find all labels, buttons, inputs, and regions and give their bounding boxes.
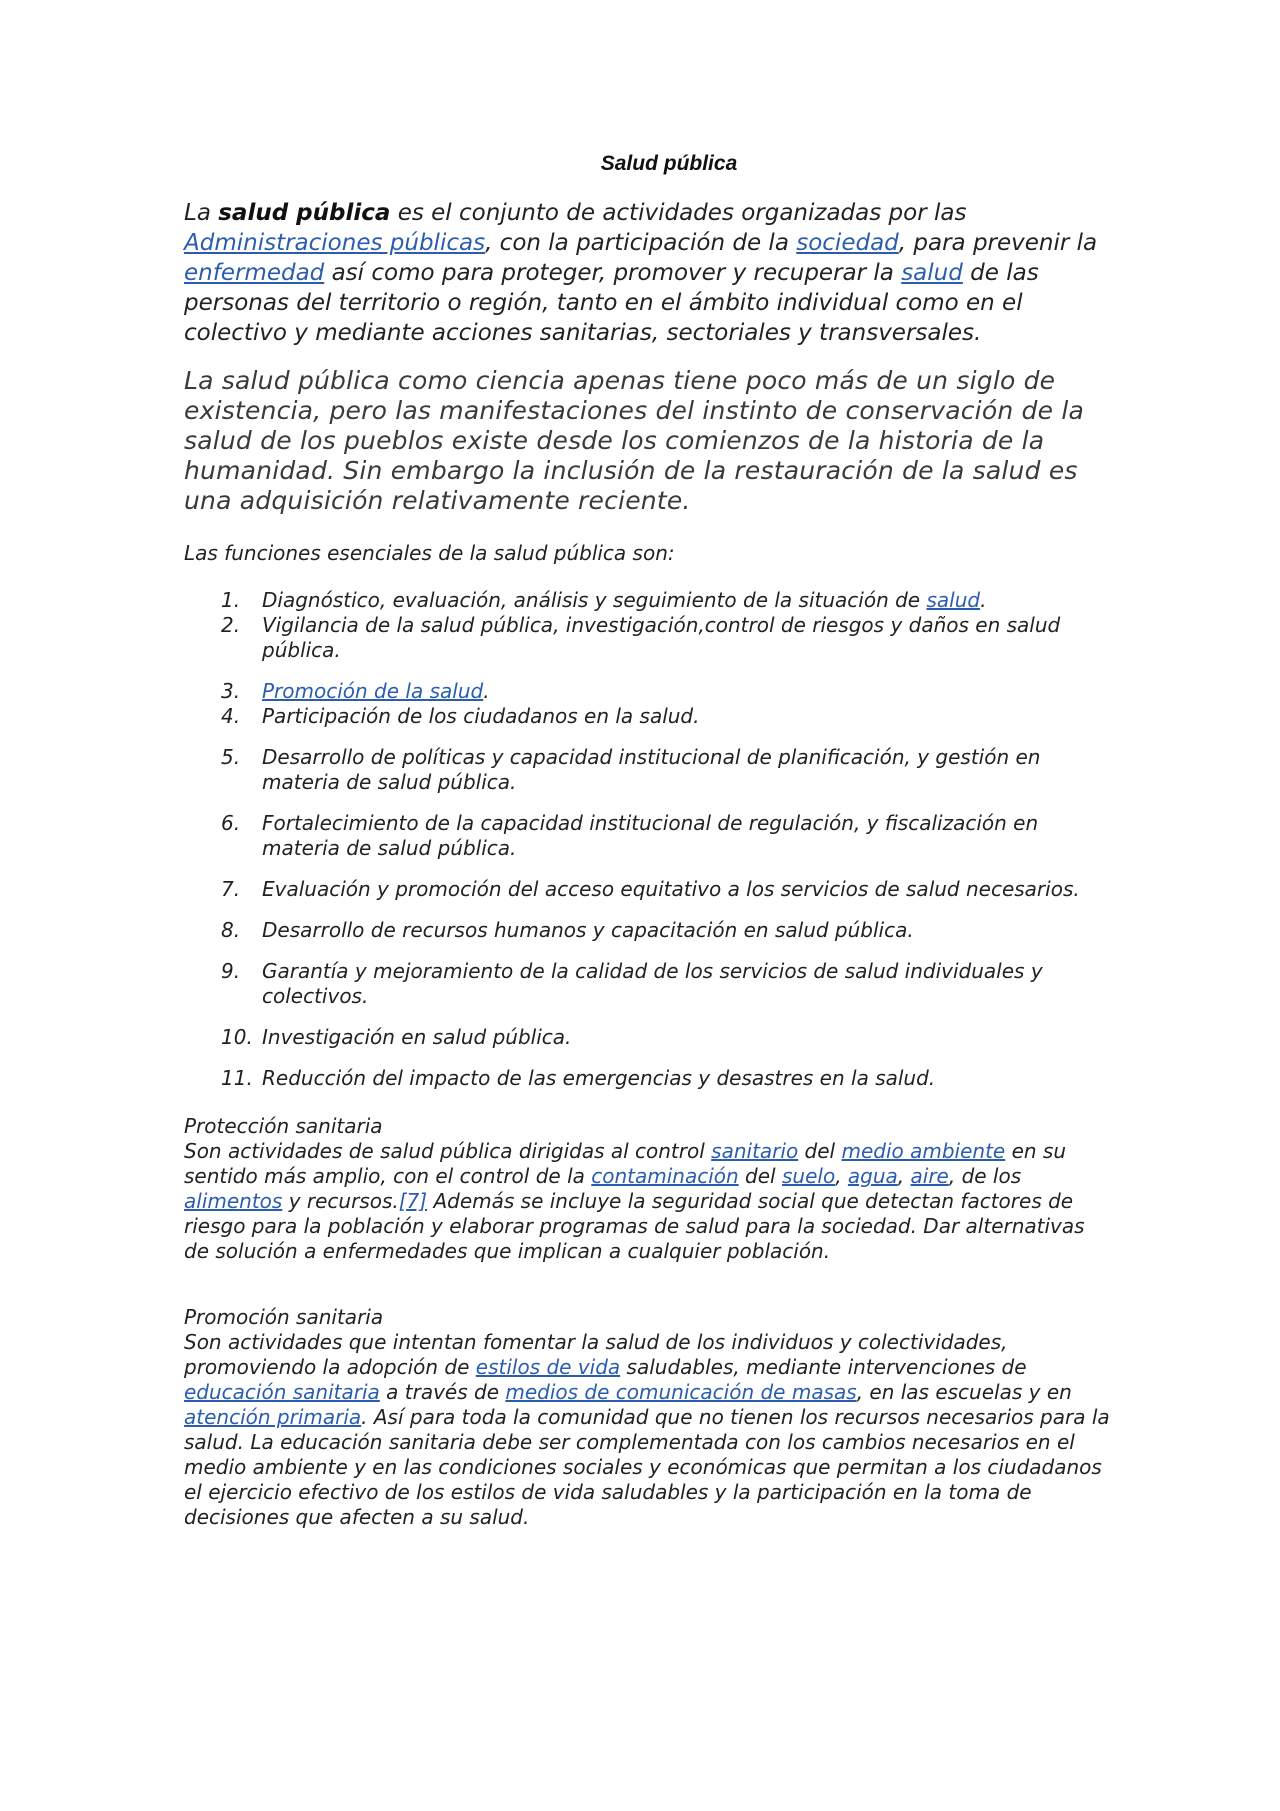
list-item-text: Diagnóstico, evaluación, análisis y seguimiento de la situación de	[262, 588, 927, 612]
link-agua[interactable]: agua	[847, 1164, 898, 1188]
intro-text: , con la participación de la	[485, 230, 797, 256]
list-item	[184, 1025, 1114, 1050]
list-item	[184, 1066, 1114, 1091]
promocion-sanitaria-section	[184, 1304, 1114, 1530]
list-number: 5.	[221, 745, 241, 769]
section-text: y recursos.	[282, 1189, 399, 1213]
intro-bold-term: salud pública	[218, 200, 391, 226]
list-item	[184, 704, 1114, 729]
list-item	[184, 588, 1114, 613]
list-number: 11.	[221, 1066, 253, 1090]
intro-paragraph	[184, 198, 1114, 348]
list-item-text: Desarrollo de políticas y capacidad institucional de planificación, y gestión en materia de salud pública.	[262, 745, 1041, 794]
list-item-text: Vigilancia de la salud pública, investigación,control de riesgos y daños en salud pública.	[262, 613, 1061, 662]
list-number: 7.	[221, 877, 241, 901]
list-number: 3.	[221, 679, 241, 703]
link-salud-function[interactable]: salud	[926, 588, 981, 612]
section-text: saludables, mediante intervenciones de	[620, 1355, 1027, 1379]
page-title: Salud pública	[600, 152, 738, 175]
section-text: del	[738, 1164, 782, 1188]
list-item	[184, 811, 1114, 861]
intro-text: es el conjunto de actividades organizadas por las	[390, 200, 967, 226]
link-educacion-sanitaria[interactable]: educación sanitaria	[184, 1380, 380, 1404]
list-number: 9.	[221, 959, 241, 983]
link-contaminacion[interactable]: contaminación	[591, 1164, 739, 1188]
link-salud[interactable]: salud	[901, 260, 963, 286]
section-text: en su sentido más amplio, con el control de la	[184, 1139, 1067, 1188]
link-promocion-de-la-salud[interactable]: Promoción de la salud	[262, 679, 484, 703]
section-text: ,	[897, 1164, 911, 1188]
list-item	[184, 918, 1114, 943]
link-administraciones-publicas[interactable]: Administraciones públicas	[184, 230, 486, 256]
document-page	[184, 152, 1114, 1570]
link-sanitario[interactable]: sanitario	[711, 1139, 799, 1163]
list-item	[184, 959, 1114, 1009]
link-aire[interactable]: aire	[910, 1164, 949, 1188]
list-item-text: Evaluación y promoción del acceso equitativo a los servicios de salud necesarios.	[262, 877, 1080, 901]
list-item	[184, 745, 1114, 795]
list-item-text: Participación de los ciudadanos en la salud.	[262, 704, 700, 728]
list-number: 10.	[221, 1025, 253, 1049]
link-alimentos[interactable]: alimentos	[184, 1189, 283, 1213]
list-item	[184, 613, 1114, 663]
section-text: del	[798, 1139, 842, 1163]
link-enfermedad[interactable]: enfermedad	[184, 260, 325, 286]
link-atencion-primaria[interactable]: atención primaria	[184, 1405, 362, 1429]
section-body	[184, 1330, 1114, 1530]
list-number: 2.	[221, 613, 241, 637]
section-text: , de los	[948, 1164, 1022, 1188]
list-item	[184, 679, 1114, 704]
section-body	[184, 1139, 1114, 1264]
section-text: . Así para toda la comunidad que no tienen los recursos necesarios para la salud. La educación sanitaria debe ser complementada con los cambios necesarios en el medio ambiente y en las condiciones sociales y económicas que permitan a los ciudadanos el ejercicio efectivo de los estilos de vida saludables y la participación en la toma de decisiones que afecten a su salud.	[184, 1405, 1110, 1529]
intro-text: La	[184, 200, 219, 226]
intro-text: de las personas del territorio o región, tanto en el ámbito individual como en el colectivo y mediante acciones sanitarias, sectoriales y transversales.	[184, 260, 1039, 346]
list-number: 6.	[221, 811, 241, 835]
list-item-text: Investigación en salud pública.	[262, 1025, 572, 1049]
section-heading: Promoción sanitaria	[184, 1305, 384, 1329]
list-item-text: Fortalecimiento de la capacidad institucional de regulación, y fiscalización en materia de salud pública.	[262, 811, 1039, 860]
section-heading: Protección sanitaria	[184, 1114, 383, 1138]
intro-text: así como para proteger, promover y recuperar la	[324, 260, 902, 286]
functions-heading: Las funciones esenciales de la salud pública son:	[184, 541, 675, 565]
section-text: ,	[835, 1164, 848, 1188]
link-suelo[interactable]: suelo	[781, 1164, 836, 1188]
link-medios-de-comunicacion[interactable]: medios de comunicación de masas	[505, 1380, 857, 1404]
link-medio-ambiente[interactable]: medio ambiente	[841, 1139, 1006, 1163]
list-item-text: Reducción del impacto de las emergencias y desastres en la salud.	[262, 1066, 936, 1090]
list-item-text: Garantía y mejoramiento de la calidad de los servicios de salud individuales y colectivos.	[262, 959, 1043, 1008]
intro-text: , para prevenir la	[898, 230, 1098, 256]
list-item-text: Desarrollo de recursos humanos y capacitación en salud pública.	[262, 918, 914, 942]
history-paragraph: La salud pública como ciencia apenas tiene poco más de un siglo de existencia, pero las manifestaciones del instinto de conservación de la salud de los pueblos existe desde los comienzos de la historia de la humanidad. Sin embargo la inclusión de la restauración de la salud es una adquisición relativamente reciente.	[184, 366, 1084, 515]
list-number: 4.	[221, 704, 241, 728]
link-sociedad[interactable]: sociedad	[796, 230, 899, 256]
list-number: 1.	[221, 588, 241, 612]
list-item-text: .	[980, 588, 987, 612]
list-number: 8.	[221, 918, 241, 942]
section-text: Además se incluye la seguridad social que detectan factores de riesgo para la población y elaborar programas de salud para la sociedad. Dar alternativas de solución a enfermedades que implican a cualquier población.	[184, 1189, 1085, 1263]
section-text: a través de	[379, 1380, 506, 1404]
section-text: Son actividades que intentan fomentar la salud de los individuos y colectividades, promoviendo la adopción de	[184, 1330, 1008, 1379]
link-reference-7[interactable]: [7]	[398, 1189, 428, 1213]
section-text: Son actividades de salud pública dirigidas al control	[184, 1139, 712, 1163]
section-text: , en las escuelas y en	[856, 1380, 1072, 1404]
link-estilos-de-vida[interactable]: estilos de vida	[475, 1355, 621, 1379]
proteccion-sanitaria-section	[184, 1113, 1114, 1264]
list-item	[184, 877, 1114, 902]
list-item-text: .	[483, 679, 490, 703]
functions-list	[184, 588, 1114, 1091]
